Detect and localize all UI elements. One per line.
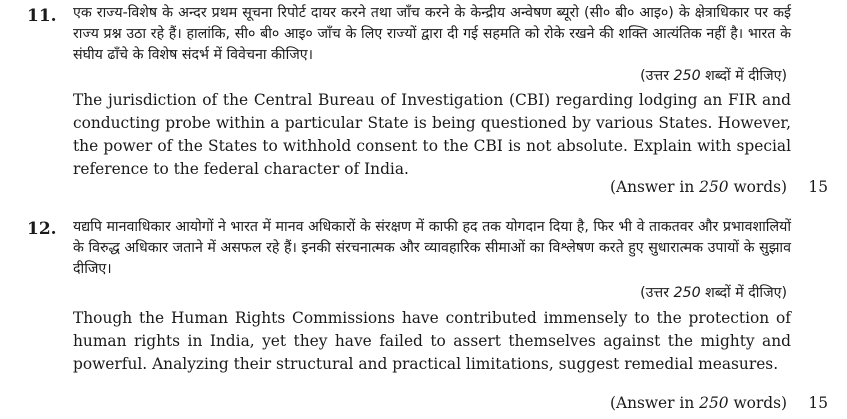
english-word-limit-suffix: words) bbox=[728, 178, 787, 196]
english-word-limit bbox=[610, 393, 787, 413]
hindi-word-limit bbox=[640, 66, 787, 86]
english-word-limit-number: 250 bbox=[699, 178, 729, 196]
hindi-word-limit-prefix: (उत्तर bbox=[640, 285, 674, 301]
hindi-word-limit-number: 250 bbox=[673, 285, 701, 301]
english-word-limit-number: 250 bbox=[699, 394, 729, 412]
hindi-word-limit-prefix: (उत्तर bbox=[640, 68, 674, 84]
english-word-limit bbox=[610, 177, 787, 197]
question-marks: 15 bbox=[808, 178, 828, 196]
english-word-limit-suffix: words) bbox=[728, 394, 787, 412]
question-hindi-text: यद्यपि मानवाधिकार आयोगों ने भारत में मानव अधिकारों के संरक्षण में काफी हद तक योगदान दिया है, फिर भी वे ताकतवर और प्रभावशालियों के विरुद्ध अधिकार जताने में असफल रहे हैं। इनकी संरचनात्मक और व्यावहारिक सीमाओं का विश्लेषण करते हुए सुधारात्मक उपायों के सुझाव दीजिए। bbox=[73, 219, 791, 277]
hindi-word-limit-suffix: शब्दों में दीजिए) bbox=[700, 68, 787, 84]
english-word-limit-prefix: (Answer in bbox=[609, 178, 700, 196]
question-hindi-text: एक राज्य-विशेष के अन्दर प्रथम सूचना रिपोर्ट दायर करने तथा जाँच करने के केन्द्रीय अन्वेषण ब्यूरो (सी० बी० आइ०) के क्षेत्राधिकार पर कई राज्य प्रश्न उठा रहे हैं। हालांकि, सी० बी० आइ० जाँच के लिए राज्यों द्वारा दी गई सहमति को रोके रखने की शक्ति आत्यंतिक नहीं है। भारत के संघीय ढाँचे के विशेष संदर्भ में विवेचना कीजिए। bbox=[73, 5, 791, 63]
question-number: 12. bbox=[27, 219, 57, 239]
question-number: 11. bbox=[27, 6, 57, 26]
question-english-text: The jurisdiction of the Central Bureau of Investigation (CBI) regarding lodging an FIR and conducting probe within a particular State is being questioned by various States. However, the power of the States to withhold consent to the CBI is not absolute. Explain with special reference to the federal character of India. bbox=[73, 91, 791, 178]
hindi-word-limit-suffix: शब्दों में दीजिए) bbox=[700, 285, 787, 301]
question-english-text: Though the Human Rights Commissions have contributed immensely to the protection of human rights in India, yet they have failed to assert themselves against the mighty and powerful. Analyzing their structural and practical limitations, suggest remedial measures. bbox=[73, 309, 791, 373]
hindi-word-limit bbox=[640, 283, 787, 303]
english-word-limit-prefix: (Answer in bbox=[609, 394, 700, 412]
hindi-word-limit-number: 250 bbox=[673, 68, 701, 84]
question-marks: 15 bbox=[808, 394, 828, 412]
